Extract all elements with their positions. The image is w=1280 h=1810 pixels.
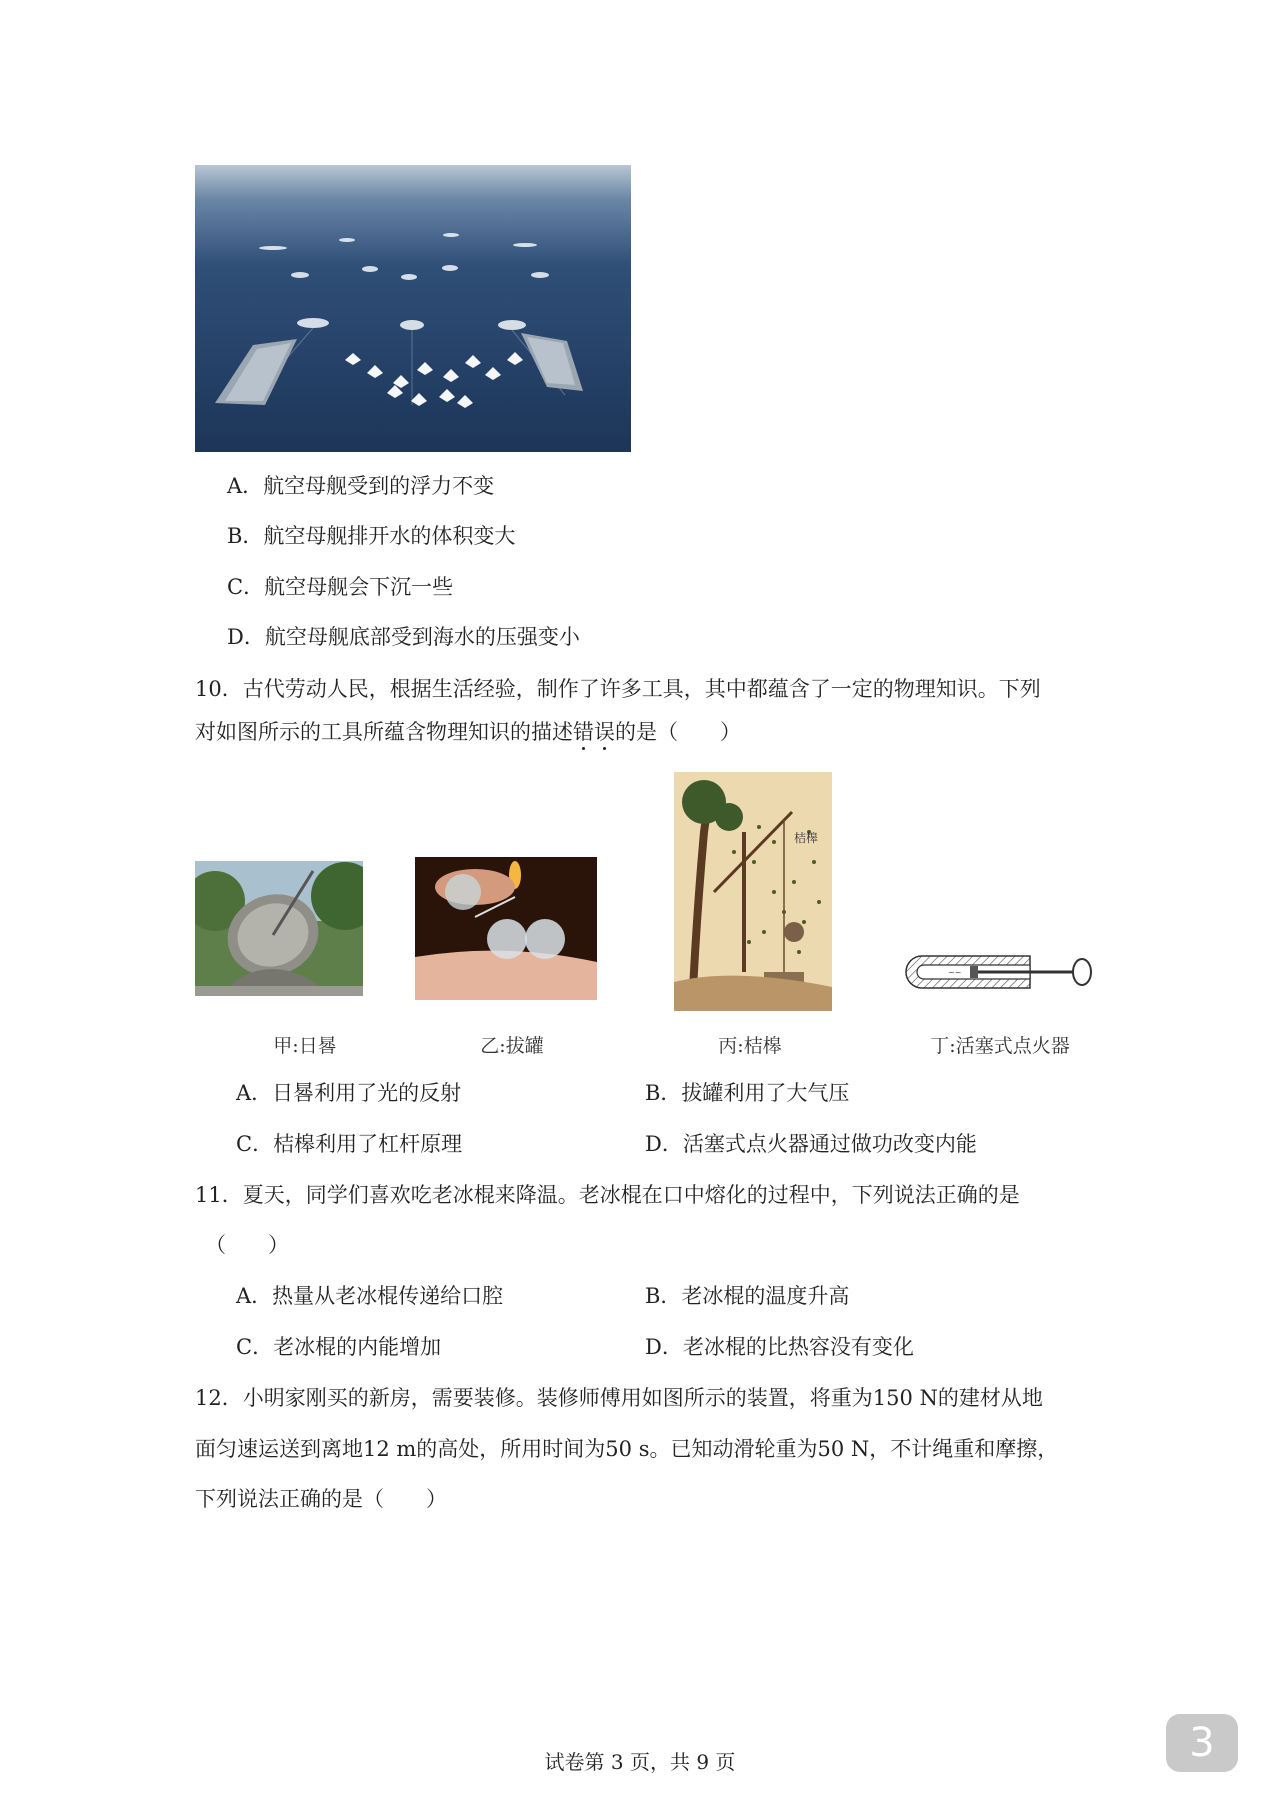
emphasis-char: 误 (594, 720, 615, 744)
carrier-fleet-photo (195, 165, 631, 452)
page-footer: 试卷第 3 页，共 9 页 (544, 1750, 736, 1774)
q10-stem-line2: 对如图所示的工具所蕴含物理知识的描述错误的是（ ） (195, 720, 741, 744)
caption-cupping: 乙:拔罐 (480, 1035, 544, 1057)
q10-option-c: C．桔槔利用了杠杆原理 (236, 1132, 463, 1156)
q12-stem-line1: 12．小明家刚买的新房，需要装修。装修师傅用如图所示的装置，将重为150 N的建材从地 (195, 1386, 1043, 1410)
q10-option-a: A．日晷利用了光的反射 (236, 1081, 462, 1105)
q10-option-b: B．拔罐利用了大气压 (645, 1081, 850, 1105)
q9-option-a: A．航空母舰受到的浮力不变 (227, 474, 495, 498)
page-number-badge[interactable]: 3 (1166, 1714, 1238, 1772)
caption-jiegao: 丙:桔槔 (718, 1035, 782, 1057)
emphasis-char: 错 (573, 720, 594, 744)
caption-sundial: 甲:日晷 (273, 1035, 337, 1057)
q10-stem-line1: 10．古代劳动人民，根据生活经验，制作了许多工具，其中都蕴含了一定的物理知识。下列 (195, 677, 1041, 701)
q12-stem-line3: 下列说法正确的是（ ） (195, 1487, 447, 1511)
jiegao-image (674, 772, 832, 1011)
q9-option-c: C．航空母舰会下沉一些 (227, 575, 454, 599)
sundial-image (195, 861, 363, 996)
q9-option-b: B．航空母舰排开水的体积变大 (227, 524, 516, 548)
q9-option-d: D．航空母舰底部受到海水的压强变小 (227, 625, 580, 649)
q12-stem-line2: 面匀速运送到离地12 m的高处，所用时间为50 s。已知动滑轮重为50 N，不计绳重和摩擦， (195, 1437, 1059, 1461)
q11-option-a: A．热量从老冰棍传递给口腔 (236, 1284, 504, 1308)
q11-stem-line2: （ ） (205, 1233, 289, 1257)
q10-option-d: D．活塞式点火器通过做功改变内能 (645, 1132, 977, 1156)
q11-option-d: D．老冰棍的比热容没有变化 (645, 1335, 914, 1359)
caption-piston-igniter: 丁:活塞式点火器 (930, 1035, 1070, 1057)
piston-igniter-diagram (900, 952, 1096, 992)
svg-text:~~: ~~ (948, 968, 962, 977)
jiegao-label: 桔槔 (794, 831, 819, 845)
q11-option-c: C．老冰棍的内能增加 (236, 1335, 442, 1359)
q11-option-b: B．老冰棍的温度升高 (645, 1284, 850, 1308)
q11-stem-line1: 11．夏天，同学们喜欢吃老冰棍来降温。老冰棍在口中熔化的过程中，下列说法正确的是 (195, 1183, 1020, 1207)
cupping-image (415, 857, 597, 1000)
